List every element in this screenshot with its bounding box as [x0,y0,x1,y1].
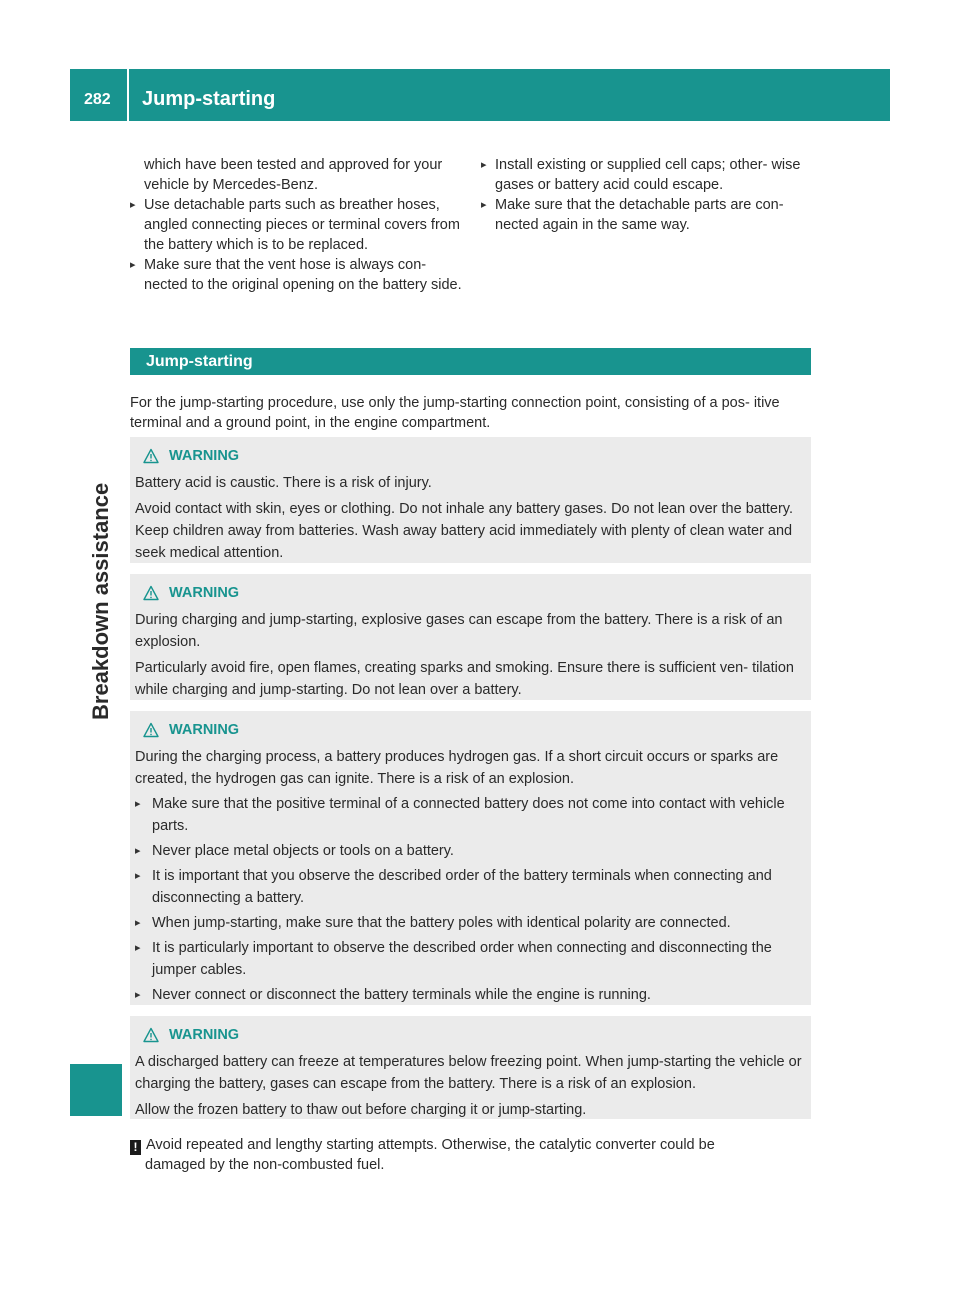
warning-box [130,711,811,1005]
section-intro: For the jump-starting procedure, use only the jump-starting connection point, consisting of a pos- itive terminal and a ground point, in the engine compartment. [130,395,780,431]
list-item: ▸ Never connect or disconnect the battery terminals while the engine is running. [135,984,803,1006]
left-bullet-list [130,195,465,295]
list-item: ▸ Use detachable parts such as breather hoses, angled connecting pieces or terminal covers from the battery which is to be replaced. [130,195,465,255]
warning-triangle-icon [143,722,159,738]
warning-label: WARNING [169,585,240,601]
section-title: Jump-starting [146,353,253,370]
page-number: 282 [84,91,111,108]
list-item: ▸ Never place metal objects or tools on a battery. [135,840,803,862]
warning-label: WARNING [169,1027,240,1043]
list-item: ▸ Make sure that the detachable parts are con- nected again in the same way. [481,195,816,235]
warning-label: WARNING [169,722,240,738]
note-block [130,1135,814,1175]
warning-text: Avoid contact with skin, eyes or clothing. Do not inhale any battery gases. Do not lean over the battery. Keep children away from batteries. Wash away battery acid immediately with plenty of clean water and seek medical attention. [135,501,793,561]
warning-triangle-icon [143,585,159,601]
warning-triangle-icon [143,448,159,464]
warning-box [130,574,811,700]
left-column [130,155,465,295]
note-text: Avoid repeated and lengthy starting attempts. Otherwise, the catalytic converter could be [146,1137,715,1153]
list-item: ▸ It is particularly important to observe the described order when connecting and disconnecting the jumper cables. [135,937,803,981]
warning-text: During charging and jump-starting, explosive gases can escape from the battery. There is a risk of an explosion. [135,612,783,650]
warning-text: Allow the frozen battery to thaw out before charging it or jump-starting. [135,1102,587,1118]
header-divider [127,69,129,121]
warning-label: WARNING [169,448,240,464]
list-item: ▸ It is important that you observe the described order of the battery terminals when connecting and disconnecting a battery. [135,865,803,909]
warning-text: Battery acid is caustic. There is a risk of injury. [135,475,432,491]
side-chapter-marker [70,1064,122,1116]
exclamation-icon: ! [130,1140,141,1155]
continuation-text: which have been tested and approved for your vehicle by Mercedes-Benz. [144,157,443,193]
note-text-continued: damaged by the non-combusted fuel. [145,1157,385,1173]
list-item: ▸ Make sure that the vent hose is always con- nected to the original opening on the battery side. [130,255,465,295]
right-column [481,155,816,235]
warning-text: During the charging process, a battery produces hydrogen gas. If a short circuit occurs or sparks are created, the hydrogen gas can ignite. There is a risk of an explosion. [135,749,779,787]
warning-triangle-icon [143,1027,159,1043]
list-item: ▸ Make sure that the positive terminal of a connected battery does not come into contact with vehicle parts. [135,793,803,837]
right-bullet-list [481,155,816,235]
warning-bullet-list [135,793,803,1006]
list-item: ▸ When jump-starting, make sure that the battery poles with identical polarity are connected. [135,912,803,934]
page-title: Jump-starting [142,88,276,110]
side-chapter-text: Breakdown assistance [88,482,113,720]
warning-box [130,1016,811,1119]
warning-text: A discharged battery can freeze at temperatures below freezing point. When jump-starting the vehicle or charging the battery, gases can escape from the battery. There is a risk of an explosion. [135,1054,802,1092]
list-item: ▸ Install existing or supplied cell caps; other- wise gases or battery acid could escape. [481,155,816,195]
warning-box [130,437,811,563]
warning-text: Particularly avoid fire, open flames, creating sparks and smoking. Ensure there is sufficient ven- tilation while charging and jump-starting. Do not lean over a battery. [135,660,794,698]
